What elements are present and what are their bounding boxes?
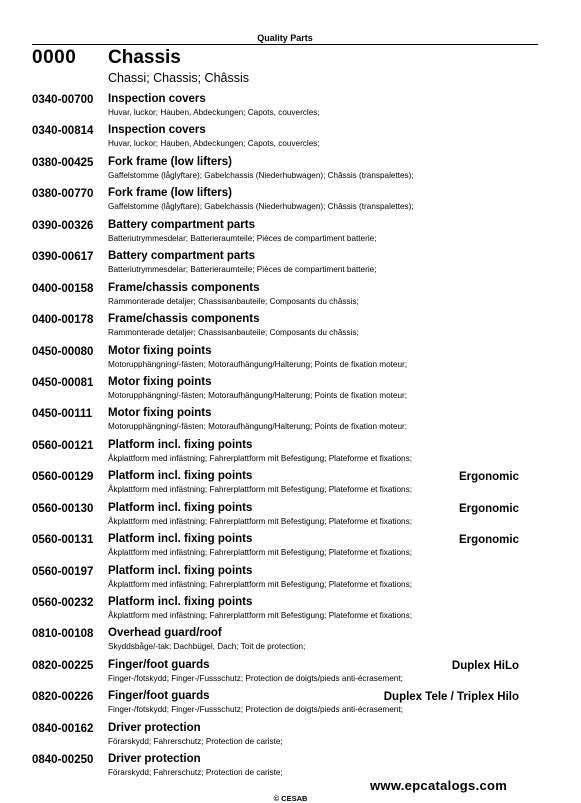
part-description: Motorupphängning/-fästen; Motoraufhängung/Halterung; Points de fixation moteur; xyxy=(108,390,408,400)
list-item[interactable] xyxy=(32,690,538,721)
part-title: Fork frame (low lifters) xyxy=(108,187,232,200)
part-description: Motorupphängning/-fästen; Motoraufhängung/Halterung; Points de fixation moteur; xyxy=(108,422,408,432)
part-code: 0560-00130 xyxy=(32,502,94,515)
part-title: Platform incl. fixing points xyxy=(108,470,253,483)
list-item[interactable] xyxy=(32,250,538,281)
part-title: Motor fixing points xyxy=(108,344,212,357)
part-title: Finger/foot guards xyxy=(108,690,210,703)
part-code: 0400-00158 xyxy=(32,282,94,295)
part-code: 0390-00326 xyxy=(32,219,94,232)
model-tag: Duplex HiLo xyxy=(451,659,519,672)
part-code: 0560-00131 xyxy=(32,534,94,547)
part-title: Frame/chassis components xyxy=(108,281,260,294)
part-description: Åkplattform med infästning; Fahrerplattform mit Befestigung; Plateforme et fixations; xyxy=(108,579,412,589)
list-item[interactable] xyxy=(32,219,538,250)
part-title: Overhead guard/roof xyxy=(108,627,222,640)
part-code: 0340-00700 xyxy=(32,94,94,106)
part-code: 0450-00081 xyxy=(32,376,94,389)
part-description: Rammonterade detaljer; Chassisanbauteile; Composants du châssis; xyxy=(108,296,359,306)
part-description: Förarskydd; Fahrerschutz; Protection de cariste; xyxy=(108,768,283,778)
part-title: Motor fixing points xyxy=(108,407,212,420)
part-title: Platform incl. fixing points xyxy=(108,596,253,608)
list-item[interactable] xyxy=(32,439,538,470)
part-description: Batteriutrymmesdelar; Batterieraumteile; Pièces de compartiment batterie; xyxy=(108,233,377,243)
list-item[interactable] xyxy=(32,124,538,155)
list-item[interactable] xyxy=(32,470,538,501)
part-description: Åkplattform med infästning; Fahrerplattform mit Befestigung; Plateforme et fixations; xyxy=(108,611,412,620)
list-item[interactable] xyxy=(32,659,538,690)
list-item[interactable] xyxy=(32,187,538,218)
part-code: 0380-00425 xyxy=(32,156,94,169)
section-heading xyxy=(32,47,538,95)
part-title: Platform incl. fixing points xyxy=(108,533,253,546)
part-code: 0340-00814 xyxy=(32,125,94,138)
part-code: 0400-00178 xyxy=(32,314,94,327)
part-description: Åkplattform med infästning; Fahrerplattform mit Befestigung; Plateforme et fixations; xyxy=(108,516,412,526)
list-item[interactable] xyxy=(32,345,538,376)
part-description: Finger-/fotskydd; Finger-/Fussschutz; Protection de doigts/pieds anti-écrasement; xyxy=(108,705,403,715)
part-description: Åkplattform med infästning; Fahrerplattform mit Befestigung; Plateforme et fixations; xyxy=(108,548,412,558)
part-title: Motor fixing points xyxy=(108,375,212,388)
model-tag: Ergonomic xyxy=(458,502,519,515)
part-title: Battery compartment parts xyxy=(108,218,255,231)
part-title: Frame/chassis components xyxy=(108,313,260,326)
section-code: 0000 xyxy=(32,47,77,68)
part-code: 0450-00111 xyxy=(32,408,93,421)
part-description: Rammonterade detaljer; Chassisanbauteile; Composants du châssis; xyxy=(108,328,359,338)
part-title: Platform incl. fixing points xyxy=(108,438,253,451)
part-description: Åkplattform med infästning; Fahrerplattform mit Befestigung; Plateforme et fixations; xyxy=(108,453,412,463)
page-header xyxy=(32,32,538,45)
part-code: 0450-00080 xyxy=(32,345,94,358)
model-tag: Ergonomic xyxy=(458,471,519,484)
part-code: 0560-00121 xyxy=(32,439,94,452)
part-title: Inspection covers xyxy=(108,93,206,105)
part-description: Skyddsbåge/-tak; Dachbügel, Dach; Toit de protection; xyxy=(108,642,306,652)
part-title: Battery compartment parts xyxy=(108,250,255,263)
part-title: Driver protection xyxy=(108,721,201,734)
part-code: 0560-00197 xyxy=(32,565,94,578)
model-tag: Ergonomic xyxy=(458,534,519,547)
part-title: Driver protection xyxy=(108,753,201,766)
list-item[interactable] xyxy=(32,93,538,124)
list-item[interactable] xyxy=(32,282,538,313)
header-title: Quality Parts xyxy=(257,33,313,43)
watermark: www.epcatalogs.com xyxy=(370,778,508,793)
part-description: Batteriutrymmesdelar; Batterieraumteile; Pièces de compartiment batterie; xyxy=(108,265,377,275)
part-description: Huvar, luckor; Hauben, Abdeckungen; Capots, couvercles; xyxy=(108,108,320,117)
list-item[interactable] xyxy=(32,533,538,564)
list-item[interactable] xyxy=(32,502,538,533)
list-item[interactable] xyxy=(32,627,538,658)
part-title: Finger/foot guards xyxy=(108,658,210,671)
part-code: 0560-00232 xyxy=(32,597,94,609)
list-item[interactable] xyxy=(32,407,538,438)
part-description: Gaffelstomme (låglyftare); Gabelchassis (Niederhubwagen); Châssis (transpalettes); xyxy=(108,202,414,212)
page-footer: © CESAB xyxy=(273,794,308,803)
part-description: Förarskydd; Fahrerschutz; Protection de cariste; xyxy=(108,736,283,746)
part-code: 0840-00250 xyxy=(32,754,94,767)
list-item[interactable] xyxy=(32,376,538,407)
section-subtitle: Chassi; Chassis; Châssis xyxy=(108,71,250,85)
list-item[interactable] xyxy=(32,313,538,344)
part-description: Motorupphängning/-fästen; Motoraufhängung/Halterung; Points de fixation moteur; xyxy=(108,359,408,369)
part-description: Finger-/fotskydd; Finger-/Fussschutz; Protection de doigts/pieds anti-écrasement; xyxy=(108,673,403,683)
part-title: Platform incl. fixing points xyxy=(108,564,253,577)
part-code: 0840-00162 xyxy=(32,722,94,735)
part-description: Åkplattform med infästning; Fahrerplattform mit Befestigung; Plateforme et fixations; xyxy=(108,485,412,495)
part-code: 0560-00129 xyxy=(32,471,94,484)
list-item[interactable] xyxy=(32,596,538,627)
part-title: Fork frame (low lifters) xyxy=(108,155,232,168)
list-item[interactable] xyxy=(32,722,538,753)
list-item[interactable] xyxy=(32,156,538,187)
part-code: 0820-00225 xyxy=(32,659,94,672)
part-code: 0380-00770 xyxy=(32,188,94,201)
part-code: 0390-00617 xyxy=(32,251,94,264)
section-title: Chassis xyxy=(108,47,181,68)
part-title: Inspection covers xyxy=(108,124,206,137)
part-code: 0810-00108 xyxy=(32,628,94,641)
model-tag: Duplex Tele / Triplex Hilo xyxy=(383,691,519,704)
parts-list xyxy=(32,93,538,785)
list-item[interactable] xyxy=(32,565,538,596)
part-code: 0820-00226 xyxy=(32,691,94,704)
part-description: Gaffelstomme (låglyftare); Gabelchassis (Niederhubwagen); Châssis (transpalettes); xyxy=(108,170,414,180)
part-description: Huvar, luckor; Hauben, Abdeckungen; Capots, couvercles; xyxy=(108,139,320,149)
part-title: Platform incl. fixing points xyxy=(108,501,253,514)
